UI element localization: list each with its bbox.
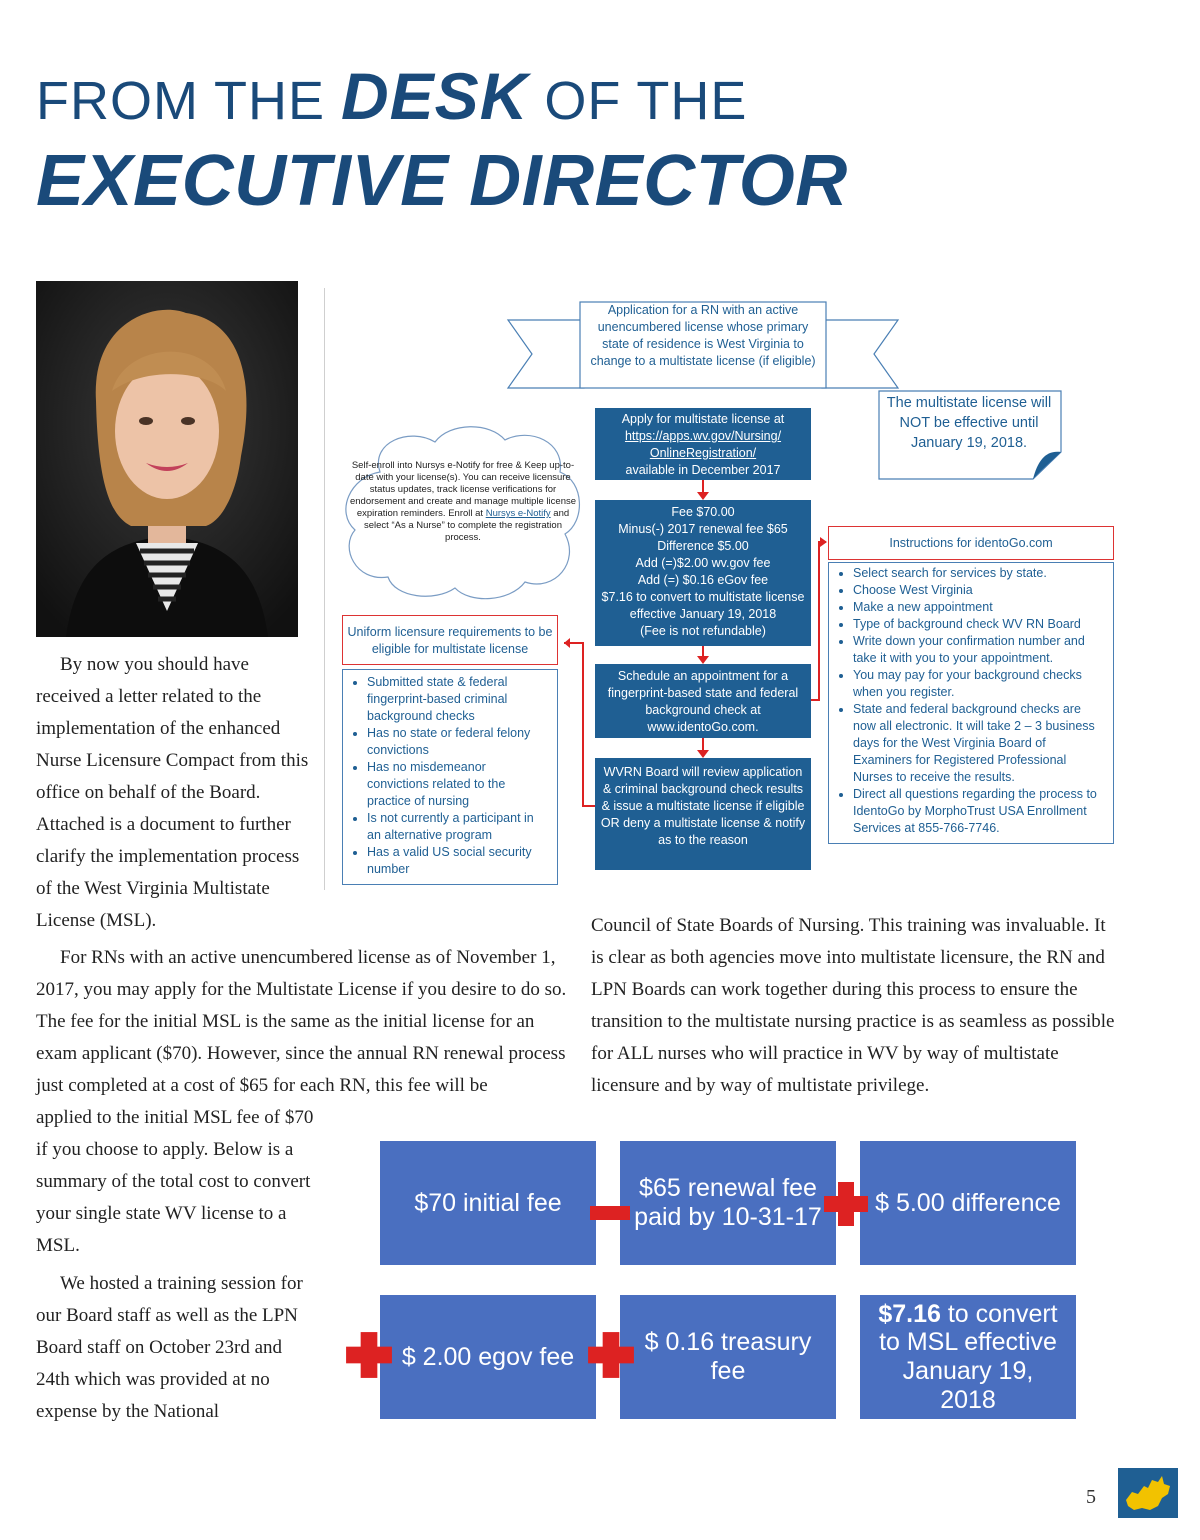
list-item: • Has a valid US social security number: [367, 844, 551, 878]
plus-icon: [822, 1180, 870, 1228]
list-item: • Direct all questions regarding the process to IdentoGo by MorphoTrust USA Enrollment Services at 855-766-7746.: [853, 786, 1107, 837]
arrow-down-1: [702, 480, 704, 494]
body-paragraph-2a: For RNs with an active unencumbered license as of November 1, 2017, you may apply for the Multistate License if you desire to do so. The fee for the initial MSL is the same as the initial license for an exam applicant ($70). However, since the annual RN renewal process just completed at a cost of $65 for each RN, this fee will be: [36, 947, 567, 1096]
fee-tile-total: $7.16 to convert to MSL effective January 19, 2018: [860, 1295, 1076, 1419]
fee-tile-initial: $70 initial fee: [380, 1141, 596, 1265]
body-paragraph-4: Council of State Boards of Nursing. This training was invaluable. It is clear as both agencies move into multistate licensure, the RN and LPN Boards can work together during this process to ensure the transition to the multistate nursing practice is as seamless as possible for ALL nurses who will practice in WV by way of multistate licensure and by way of multistate privilege.: [591, 915, 1115, 1096]
divider-line: [324, 288, 325, 890]
minus-icon: [590, 1206, 630, 1220]
body-paragraph-1: By now you should have received a letter related to the implementation of the enhanced Nurse Licensure Compact from this office on behalf of the Board. Attached is a document to further clarify the implementation process of the West Virginia Multistate License (MSL).: [36, 654, 309, 931]
page-title-line2: EXECUTIVE DIRECTOR: [36, 141, 848, 221]
connector-lines: [550, 530, 840, 820]
list-item: • Submitted state & federal fingerprint-based criminal background checks: [367, 674, 551, 725]
fee-tile-treasury: $ 0.16 treasury fee: [620, 1295, 836, 1419]
plus-icon: [344, 1330, 394, 1380]
uniform-requirements-list: [342, 669, 558, 885]
plus-icon: [586, 1330, 636, 1380]
page-number: 5: [1086, 1486, 1096, 1508]
list-item: • Is not currently a participant in an alternative program: [367, 810, 551, 844]
note-text: The multistate license will NOT be effective until January 19, 2018.: [886, 395, 1052, 451]
list-item: • Make a new appointment: [853, 599, 1107, 616]
west-virginia-logo-icon: [1118, 1468, 1178, 1518]
ribbon-text: Application for a RN with an active unencumbered license whose primary state of residence is West Virginia to change to a multistate license (if eligible): [590, 303, 816, 368]
list-item: • Has no state or federal felony convictions: [367, 725, 551, 759]
list-item: • Has no misdemeanor convictions related to the practice of nursing: [367, 759, 551, 810]
title-desk: DESK: [341, 59, 529, 133]
identogo-title-box: Instructions for identoGo.com: [828, 526, 1114, 560]
body-paragraph-3: We hosted a training session for our Board staff as well as the LPN Board staff on October 23rd and 24th which was provided at no expense by the National: [36, 1273, 303, 1422]
schedule-step-box: Schedule an appointment for a fingerprint-based state and federal background check at www.identoGo.com.: [595, 664, 811, 738]
fee-tile-egov: $ 2.00 egov fee: [380, 1295, 596, 1419]
effective-date-note: [878, 390, 1062, 480]
list-item: • State and federal background checks are now all electronic. It will take 2 – 3 business days for the West Virginia Board of Examiners for Registered Professional Nurses to receive the results.: [853, 701, 1107, 786]
online-registration-link[interactable]: https://apps.wv.gov/Nursing/ OnlineRegistration/: [624, 429, 782, 460]
fee-step-box: Fee $70.00 Minus(-) 2017 renewal fee $65 Difference $5.00 Add (=)$2.00 wv.gov fee Add (=) $0.16 eGov fee $7.16 to convert to multistate license effective January 19, 2018 (Fee is not refundable): [595, 500, 811, 646]
director-photo: [36, 281, 298, 637]
review-step-box: WVRN Board will review application & criminal background check results & issue a multistate license if eligible OR deny a multistate license & notify as to the reason: [595, 758, 811, 870]
list-item: • You may pay for your background checks when you register.: [853, 667, 1107, 701]
identogo-instructions-list: [828, 562, 1114, 844]
body-paragraph-2b: applied to the initial MSL fee of $70 if you choose to apply. Below is a summary of the total cost to convert your single state WV license to a MSL.: [36, 1107, 314, 1256]
list-item: • Write down your confirmation number and take it with you to your appointment.: [853, 633, 1107, 667]
page-title-line1: FROM THE DESK OF THE: [36, 59, 748, 133]
list-item: • Choose West Virginia: [853, 582, 1107, 599]
apply-step-box: Apply for multistate license at https://apps.wv.gov/Nursing/ OnlineRegistration/ available in December 2017: [595, 408, 811, 480]
fee-tile-renewal: $65 renewal fee paid by 10-31-17: [620, 1141, 836, 1265]
cloud-text: Self-enroll into Nursys e-Notify for free & Keep up-to-date with your license(s). You can receive licensure status updates, track license verifications for endorsement and create and manage multiple license expiration reminders. Enroll at Nursys e-Notify and select “As a Nurse” to complete the registration process.: [349, 460, 577, 543]
list-item: • Type of background check WV RN Board: [853, 616, 1107, 633]
fee-tile-difference: $ 5.00 difference: [860, 1141, 1076, 1265]
uniform-title-box: Uniform licensure requirements to be eligible for multistate license: [342, 615, 558, 665]
enotify-link[interactable]: Nursys e-Notify: [485, 508, 551, 519]
list-item: • Select search for services by state.: [853, 565, 1107, 582]
ribbon-banner: [506, 300, 900, 400]
